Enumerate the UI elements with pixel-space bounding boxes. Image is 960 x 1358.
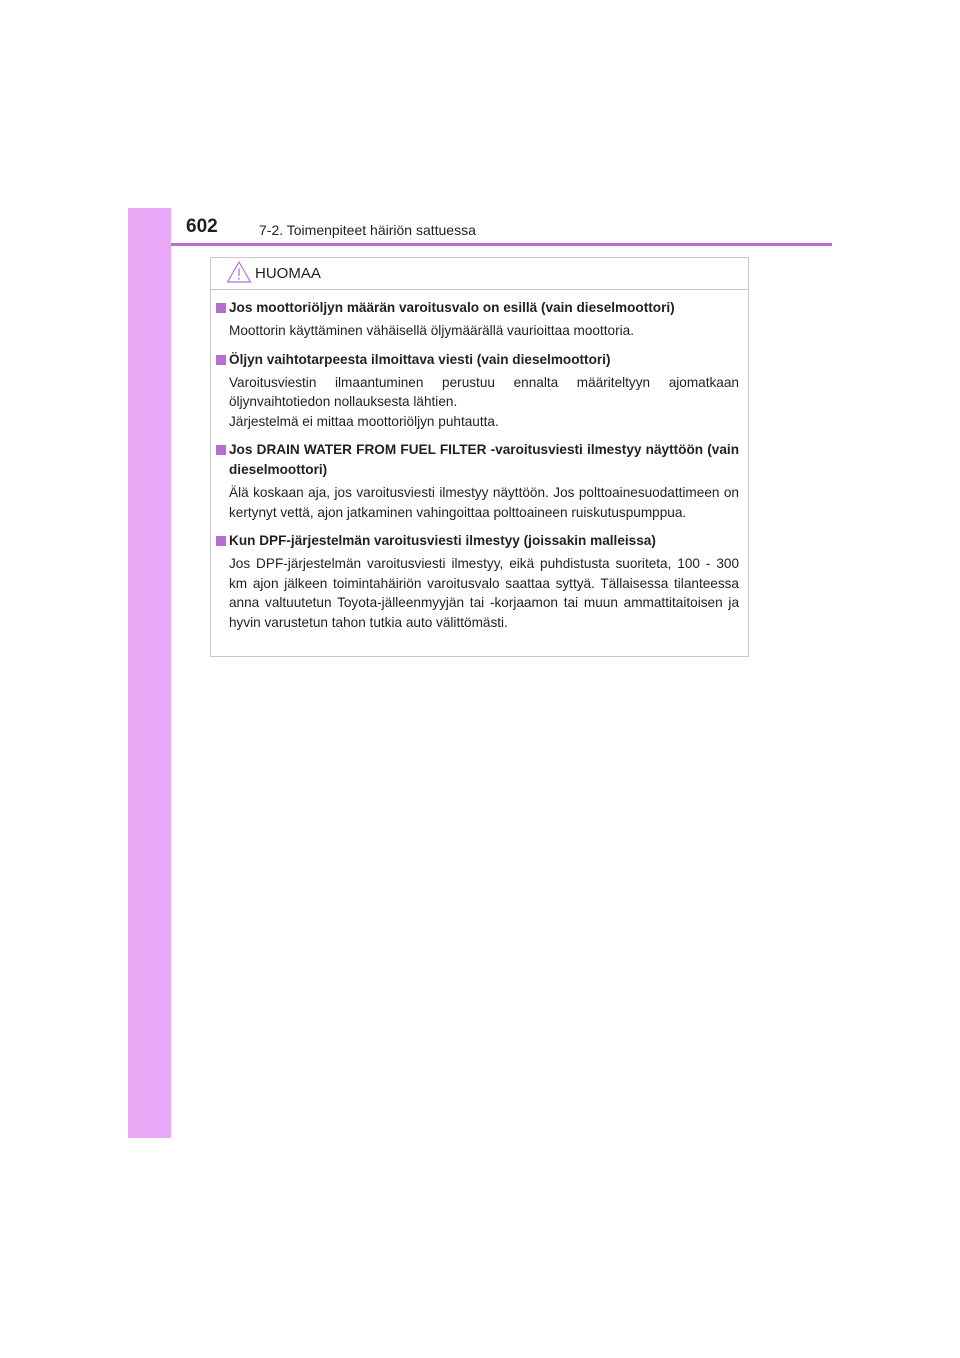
square-bullet-icon xyxy=(216,355,226,365)
chapter-side-tab xyxy=(128,208,171,1138)
notice-item-heading: Kun DPF-järjestelmän varoitusviesti ilmestyy (joissakin malleissa) xyxy=(211,531,748,551)
square-bullet-icon xyxy=(216,536,226,546)
notice-title: HUOMAA xyxy=(255,265,321,282)
notice-item-text: Jos DPF-järjestelmän varoitusviesti ilmestyy, eikä puhdistusta suoriteta, 100 - 300 km ajon jälkeen toimintahäiriön varoitusvalo saattaa syttyä. Tällaisessa tilanteessa anna valtuutetun Toyota-jälleenmyyjän tai -korjaamon tai muun ammattitaitoisen ja hyvin varustetun tahon tutkia auto välittömästi. xyxy=(229,556,739,630)
notice-item-text: Älä koskaan aja, jos varoitusviesti ilmestyy näyttöön. Jos polttoainesuodattimeen on kertynyt vettä, ajon jatkaminen vahingoittaa polttoaineen ruiskutuspumppua. xyxy=(229,485,739,520)
page-number: 602 xyxy=(186,216,218,237)
notice-item-oil-change xyxy=(211,350,748,432)
notice-item-text: Moottorin käyttäminen vähäisellä öljymäärällä vaurioittaa moottoria. xyxy=(229,323,634,338)
notice-item-oil-level xyxy=(211,298,748,341)
notice-item-heading: Jos DRAIN WATER FROM FUEL FILTER -varoitusviesti ilmestyy näyttöön (vain dieselmoottori) xyxy=(211,440,748,480)
notice-item-text: Varoitusviestin ilmaantuminen perustuu ennalta määriteltyyn ajomatkaan öljynvaihtotiedon nollauksesta lähtien. Järjestelmä ei mittaa moottoriöljyn puhtautta. xyxy=(229,374,739,429)
notice-box xyxy=(210,257,749,657)
header-divider xyxy=(171,243,832,246)
section-title: 7-2. Toimenpiteet häiriön sattuessa xyxy=(259,222,476,238)
notice-item-dpf xyxy=(211,531,748,632)
notice-item-heading: Jos moottoriöljyn määrän varoitusvalo on esillä (vain dieselmoottori) xyxy=(211,298,748,318)
warning-triangle-icon xyxy=(226,260,252,284)
square-bullet-icon xyxy=(216,303,226,313)
notice-header xyxy=(211,258,748,290)
square-bullet-icon xyxy=(216,445,226,455)
notice-body xyxy=(211,298,748,641)
notice-item-fuel-filter xyxy=(211,440,748,522)
notice-item-heading: Öljyn vaihtotarpeesta ilmoittava viesti (vain dieselmoottori) xyxy=(211,350,748,370)
